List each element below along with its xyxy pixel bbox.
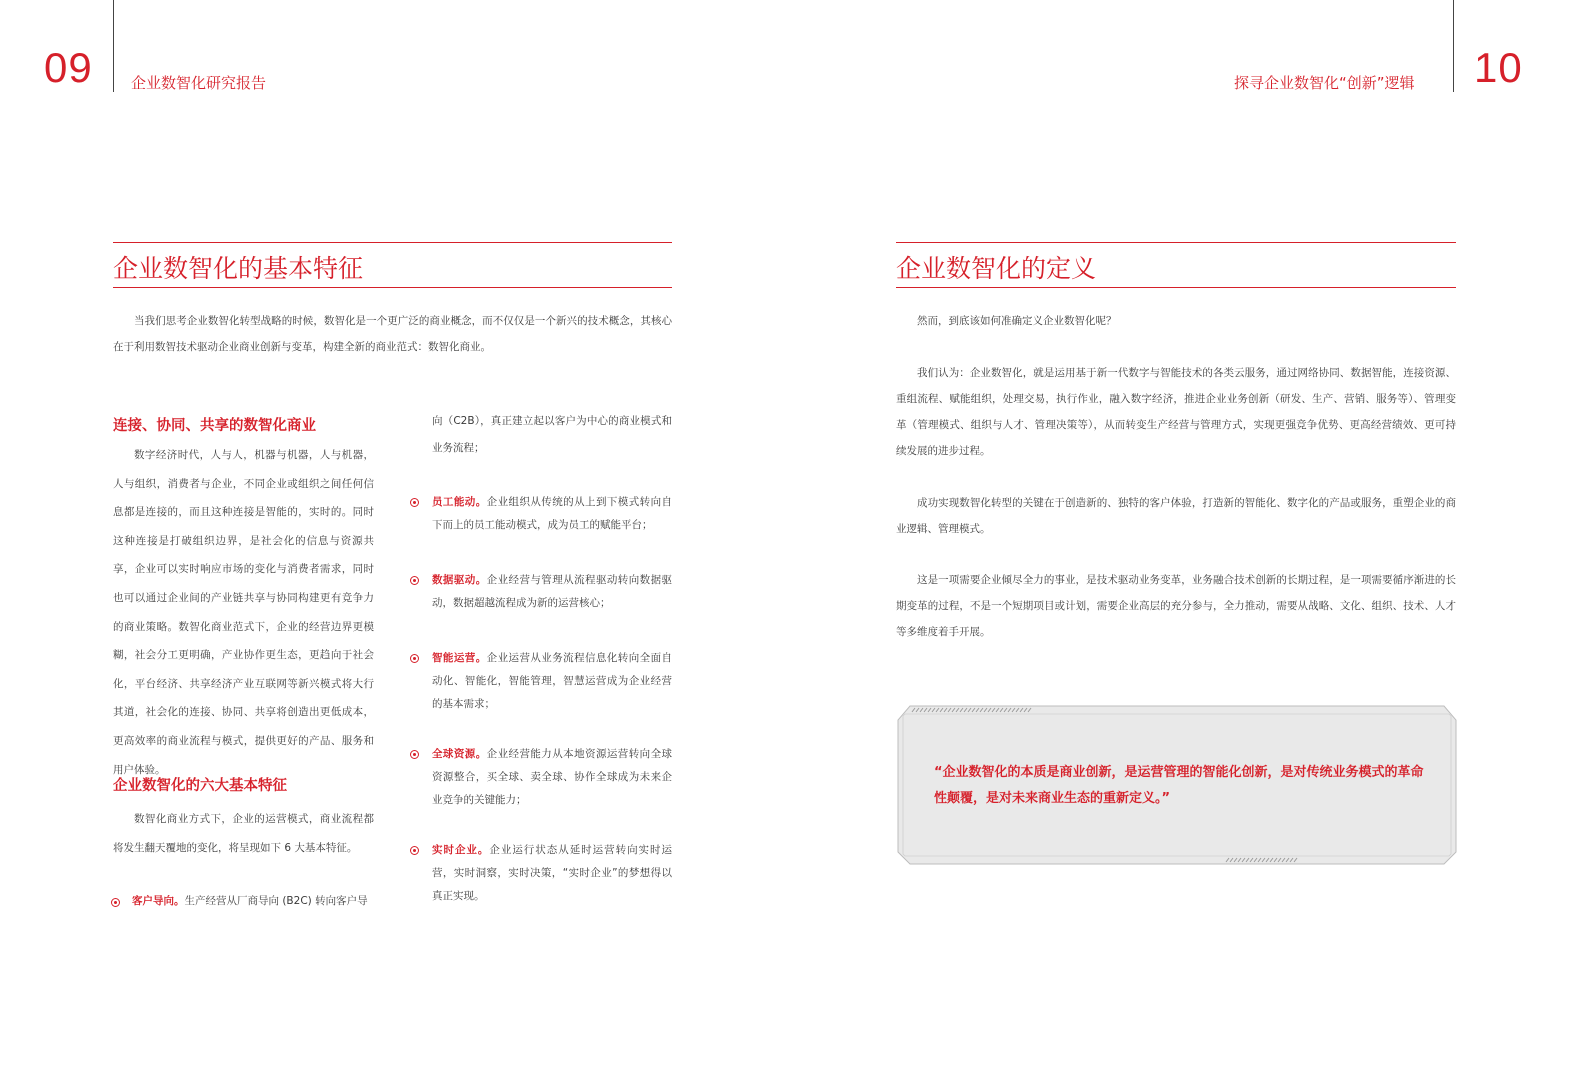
subsection-title-connected: 连接、协同、共享的数智化商业: [113, 418, 316, 434]
bullet-text: 企业组织从传统的从上到下模式转向自下而上的员工能动模式，成为员工的赋能平台；: [432, 496, 673, 531]
right-para-3-text: 成功实现数智化转型的关键在于创造新的、独特的客户体验，打造新的智能化、数字化的产品或服务，重塑企业的商业逻辑、管理模式。: [896, 497, 1456, 535]
bullet-target-icon: [410, 498, 419, 507]
bullet-text-cont: 向（C2B），真正建立起以客户为中心的商业模式和业务流程；: [432, 415, 672, 454]
right-para-1: [896, 308, 1456, 334]
bullet-text: 生产经营从厂商导向 (B2C) 转向客户导: [184, 895, 368, 907]
bullet-text: 企业运行状态从延时运营转向实时运营，实时洞察，实时决策，“实时企业”的梦想得以真正实现。: [432, 844, 672, 902]
bullet-text: 企业运营从业务流程信息化转向全面自动化、智能化，智能管理，智慧运营成为企业经营的基本需求；: [432, 652, 673, 710]
connected-text: 数字经济时代，人与人，机器与机器，人与机器，人与组织，消费者与企业，不同企业或组织之间任何信息都是连接的，而且这种连接是智能的，实时的。同时这种连接是打破组织边界，是社会化的信息与资源共享，企业可以实时响应市场的变化与消费者需求，同时也可以通过企业间的产业链共享与协同构建更有竞争力的商业策略。数智化商业范式下，企业的经营边界更模糊，社会分工更明确，产业协作更生态，更趋向于社会化，平台经济、共享经济产业互联网等新兴模式将大行其道，社会化的连接、协同、共享将创造出更低成本，更高效率的商业流程与模式，提供更好的产品、服务和用户体验。: [113, 449, 374, 776]
left-section-title: 企业数智化的基本特征: [113, 254, 364, 283]
bullet-key: 数据驱动。: [432, 574, 487, 586]
right-header-title: 探寻企业数智化“创新”逻辑: [1234, 74, 1415, 92]
right-para-2-text: 我们认为：企业数智化，就是运用基于新一代数字与智能技术的各类云服务，通过网络协同、数据智能，连接资源、重组流程、赋能组织，处理交易，执行作业，融入数字经济，推进企业业务创新（研发、生产、营销、服务等）、管理变革（管理模式、组织与人才、管理决策等），从而转变生产经营与管理方式，实现更强竞争优势、更高经营绩效、更可持续发展的进步过程。: [896, 367, 1456, 457]
bullet-employee: [432, 491, 672, 537]
bullet-target-icon: [410, 654, 419, 663]
bullet-text: 企业经营能力从本地资源运营转向全球资源整合，买全球、卖全球、协作全球成为未来企业竞争的关键能力；: [432, 748, 673, 806]
six-features-text: 数智化商业方式下，企业的运营模式，商业流程都将发生翻天覆地的变化，将呈现如下 6 大基本特征。: [113, 813, 374, 854]
bullet-key: 实时企业。: [432, 844, 490, 856]
left-header-divider: [113, 0, 114, 92]
right-para-4-text: 这是一项需要企业倾尽全力的事业，是技术驱动业务变革，业务融合技术创新的长期过程，是一项需要循序渐进的长期变革的过程，不是一个短期项目或计划，需要企业高层的充分参与，全力推动，需要从战略、文化、组织、技术、人才等多维度着手开展。: [896, 574, 1456, 638]
left-intro: [113, 308, 672, 360]
bullet-key: 员工能动。: [432, 496, 487, 508]
right-section-title: 企业数智化的定义: [896, 254, 1097, 283]
left-header-title: 企业数智化研究报告: [131, 74, 267, 92]
bullet-target-icon: [410, 846, 419, 855]
right-section-header: [896, 242, 1456, 288]
bullet-customer-oriented-cont: [432, 408, 672, 462]
bullet-realtime: [432, 839, 672, 908]
subsection-body-six-features: [113, 805, 374, 862]
bullet-text: 企业经营与管理从流程驱动转向数据驱动，数据超越流程成为新的运营核心；: [432, 574, 673, 609]
quote-box: [896, 704, 1458, 866]
bullet-target-icon: [410, 750, 419, 759]
bullet-target-icon: [410, 576, 419, 585]
right-para-1-text: 然而，到底该如何准确定义企业数智化呢？: [917, 315, 1117, 327]
quote-text: “企业数智化的本质是商业创新，是运营管理的智能化创新，是对传统业务模式的革命性颠覆，是对未来商业生态的重新定义。”: [934, 765, 1424, 806]
bullet-smart-ops: [432, 647, 672, 716]
bullet-customer-oriented: [132, 890, 377, 913]
subsection-body-connected: [113, 441, 374, 784]
left-section-header: [113, 242, 672, 288]
right-para-3: [896, 490, 1456, 542]
bullet-target-icon: [111, 898, 120, 907]
bullet-data-driven: [432, 569, 672, 615]
left-page-number: 09: [44, 44, 93, 91]
right-header-divider: [1453, 0, 1454, 92]
right-page-number: 10: [1474, 44, 1523, 91]
right-para-4: [896, 567, 1456, 645]
bullet-global-resources: [432, 743, 672, 812]
subsection-title-six-features: 企业数智化的六大基本特征: [113, 778, 287, 794]
bullet-key: 全球资源。: [432, 748, 487, 760]
bullet-key: 智能运营。: [432, 652, 487, 664]
right-para-2: [896, 360, 1456, 464]
bullet-key: 客户导向。: [132, 895, 185, 907]
left-intro-text: 当我们思考企业数智化转型战略的时候，数智化是一个更广泛的商业概念，而不仅仅是一个新兴的技术概念，其核心在于利用数智技术驱动企业商业创新与变革，构建全新的商业范式：数智化商业。: [113, 315, 672, 353]
